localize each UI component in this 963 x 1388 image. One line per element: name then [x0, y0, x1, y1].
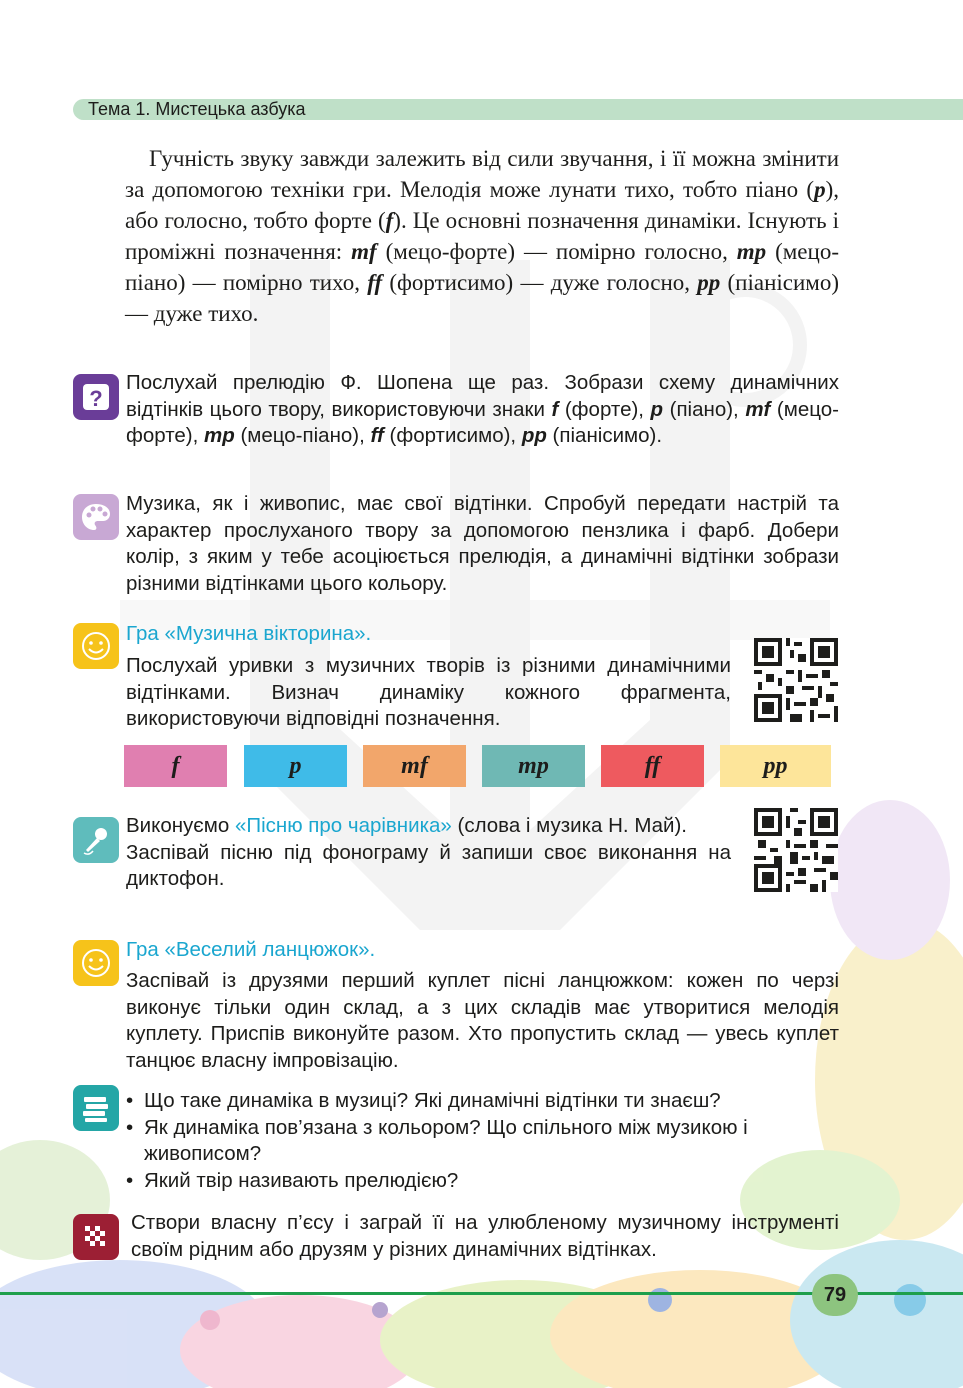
mezzo-piano-symbol: mp — [736, 239, 767, 264]
song-link[interactable]: «Пісню про чарівника» — [234, 814, 452, 837]
qr-code-icon[interactable] — [754, 638, 838, 722]
chain-text: Заспівай із друзями перший куплет пісні ланцюжком: кожен по черзі виконує тільки один склад, а з цих складів має утворитися мелодія куплету. Приспів виконуйте разом. Хто пропустить склад — увесь куплет танцює власну імпровізацію. — [126, 969, 839, 1072]
page-number: 79 — [812, 1274, 858, 1316]
intro-text-6: (фортисимо) — дуже голосно, — [382, 270, 698, 295]
mezzo-forte-symbol: mf — [351, 239, 377, 264]
dynamic-swatch: mf — [363, 745, 466, 787]
forte-symbol: f — [385, 208, 394, 233]
quiz-text: Послухай уривки з музичних творів із різними динамічними відтінками. Визнач динаміку кожного фрагмента, використовуючи відповідні позначення. — [126, 654, 731, 730]
topic-title: Тема 1. Мистецька азбука — [88, 99, 306, 119]
intro-paragraph — [125, 143, 839, 329]
list-item: • Як динаміка пов’язана з кольором? Що спільного між музикою і живописом? — [126, 1115, 839, 1168]
microphone-icon — [73, 817, 119, 863]
chessboard-icon — [73, 1214, 119, 1260]
pianissimo-symbol: pp — [697, 270, 721, 295]
dynamic-swatch: mp — [482, 745, 585, 787]
intro-text-2: ), або голосно, тобто форте ( — [125, 177, 839, 233]
dynamic-swatch: p — [244, 745, 347, 787]
smile-icon — [73, 623, 119, 669]
question-icon — [73, 374, 119, 420]
dynamics-row — [124, 745, 832, 787]
task-question: Послухай прелюдію Ф. Шопена ще раз. Зобрази схему динамічних відтінків цього твору, використовуючи знаки f (форте), p (піано), mf (мецо-форте), mp (мецо-піано), ff (фортисимо), pp (піанісимо). — [126, 371, 839, 447]
list-item: • Який твір називають прелюдією? — [126, 1168, 839, 1195]
dynamic-swatch: pp — [720, 745, 831, 787]
books-icon — [73, 1085, 119, 1131]
chain-title: Гра «Веселий ланцюжок». — [126, 938, 376, 961]
fortissimo-symbol: ff — [367, 270, 383, 295]
dynamic-swatch: ff — [601, 745, 704, 787]
intro-text-3: ). Це основні позначення динаміки. Існують і проміжні позначення: — [125, 208, 839, 264]
intro-text-4: (мецо-форте) — помірно голосно, — [376, 239, 737, 264]
piano-symbol: p — [814, 177, 826, 202]
task-paint: Музика, як і живопис, має свої відтінки. Спробуй передати настрій та характер прослуханого твору за допомогою пензлика і фарб. Добери колір, з яким у тебе асоціюється прелюдія, а динамічні відтінки зобрази різними відтінками цього кольору. — [126, 492, 839, 595]
qr-code-icon[interactable] — [754, 808, 838, 892]
questions-list — [126, 1088, 839, 1194]
intro-text-1: Гучність звуку завжди залежить від сили звучання, і її можна змінити за допомогою техніки гри. Мелодія може лунати тихо, тобто піано ( — [125, 146, 839, 202]
intro-text-7: (піанісимо) — дуже тихо. — [125, 270, 840, 326]
list-item: • Що таке динаміка в музиці? Які динамічні відтінки ти знаєш? — [126, 1088, 839, 1115]
dynamic-swatch: f — [124, 745, 227, 787]
task-creative: Створи власну п’єсу і заграй її на улюбленому музичному інструменті своїм рідним або друзям у різних динамічних відтінках. — [131, 1211, 839, 1261]
quiz-title: Гра «Музична вікторина». — [126, 622, 372, 645]
task-song: Виконуємо «Пісню про чарівника» (слова і музика Н. Май). Заспівай пісню під фонограму й запиши своє виконання на диктофон. — [126, 814, 731, 890]
smile-icon — [73, 940, 119, 986]
svg-text:?: ? — [89, 386, 103, 411]
intro-text-5: (мецо-піано) — помірно тихо, — [125, 239, 839, 295]
palette-icon — [73, 494, 119, 540]
